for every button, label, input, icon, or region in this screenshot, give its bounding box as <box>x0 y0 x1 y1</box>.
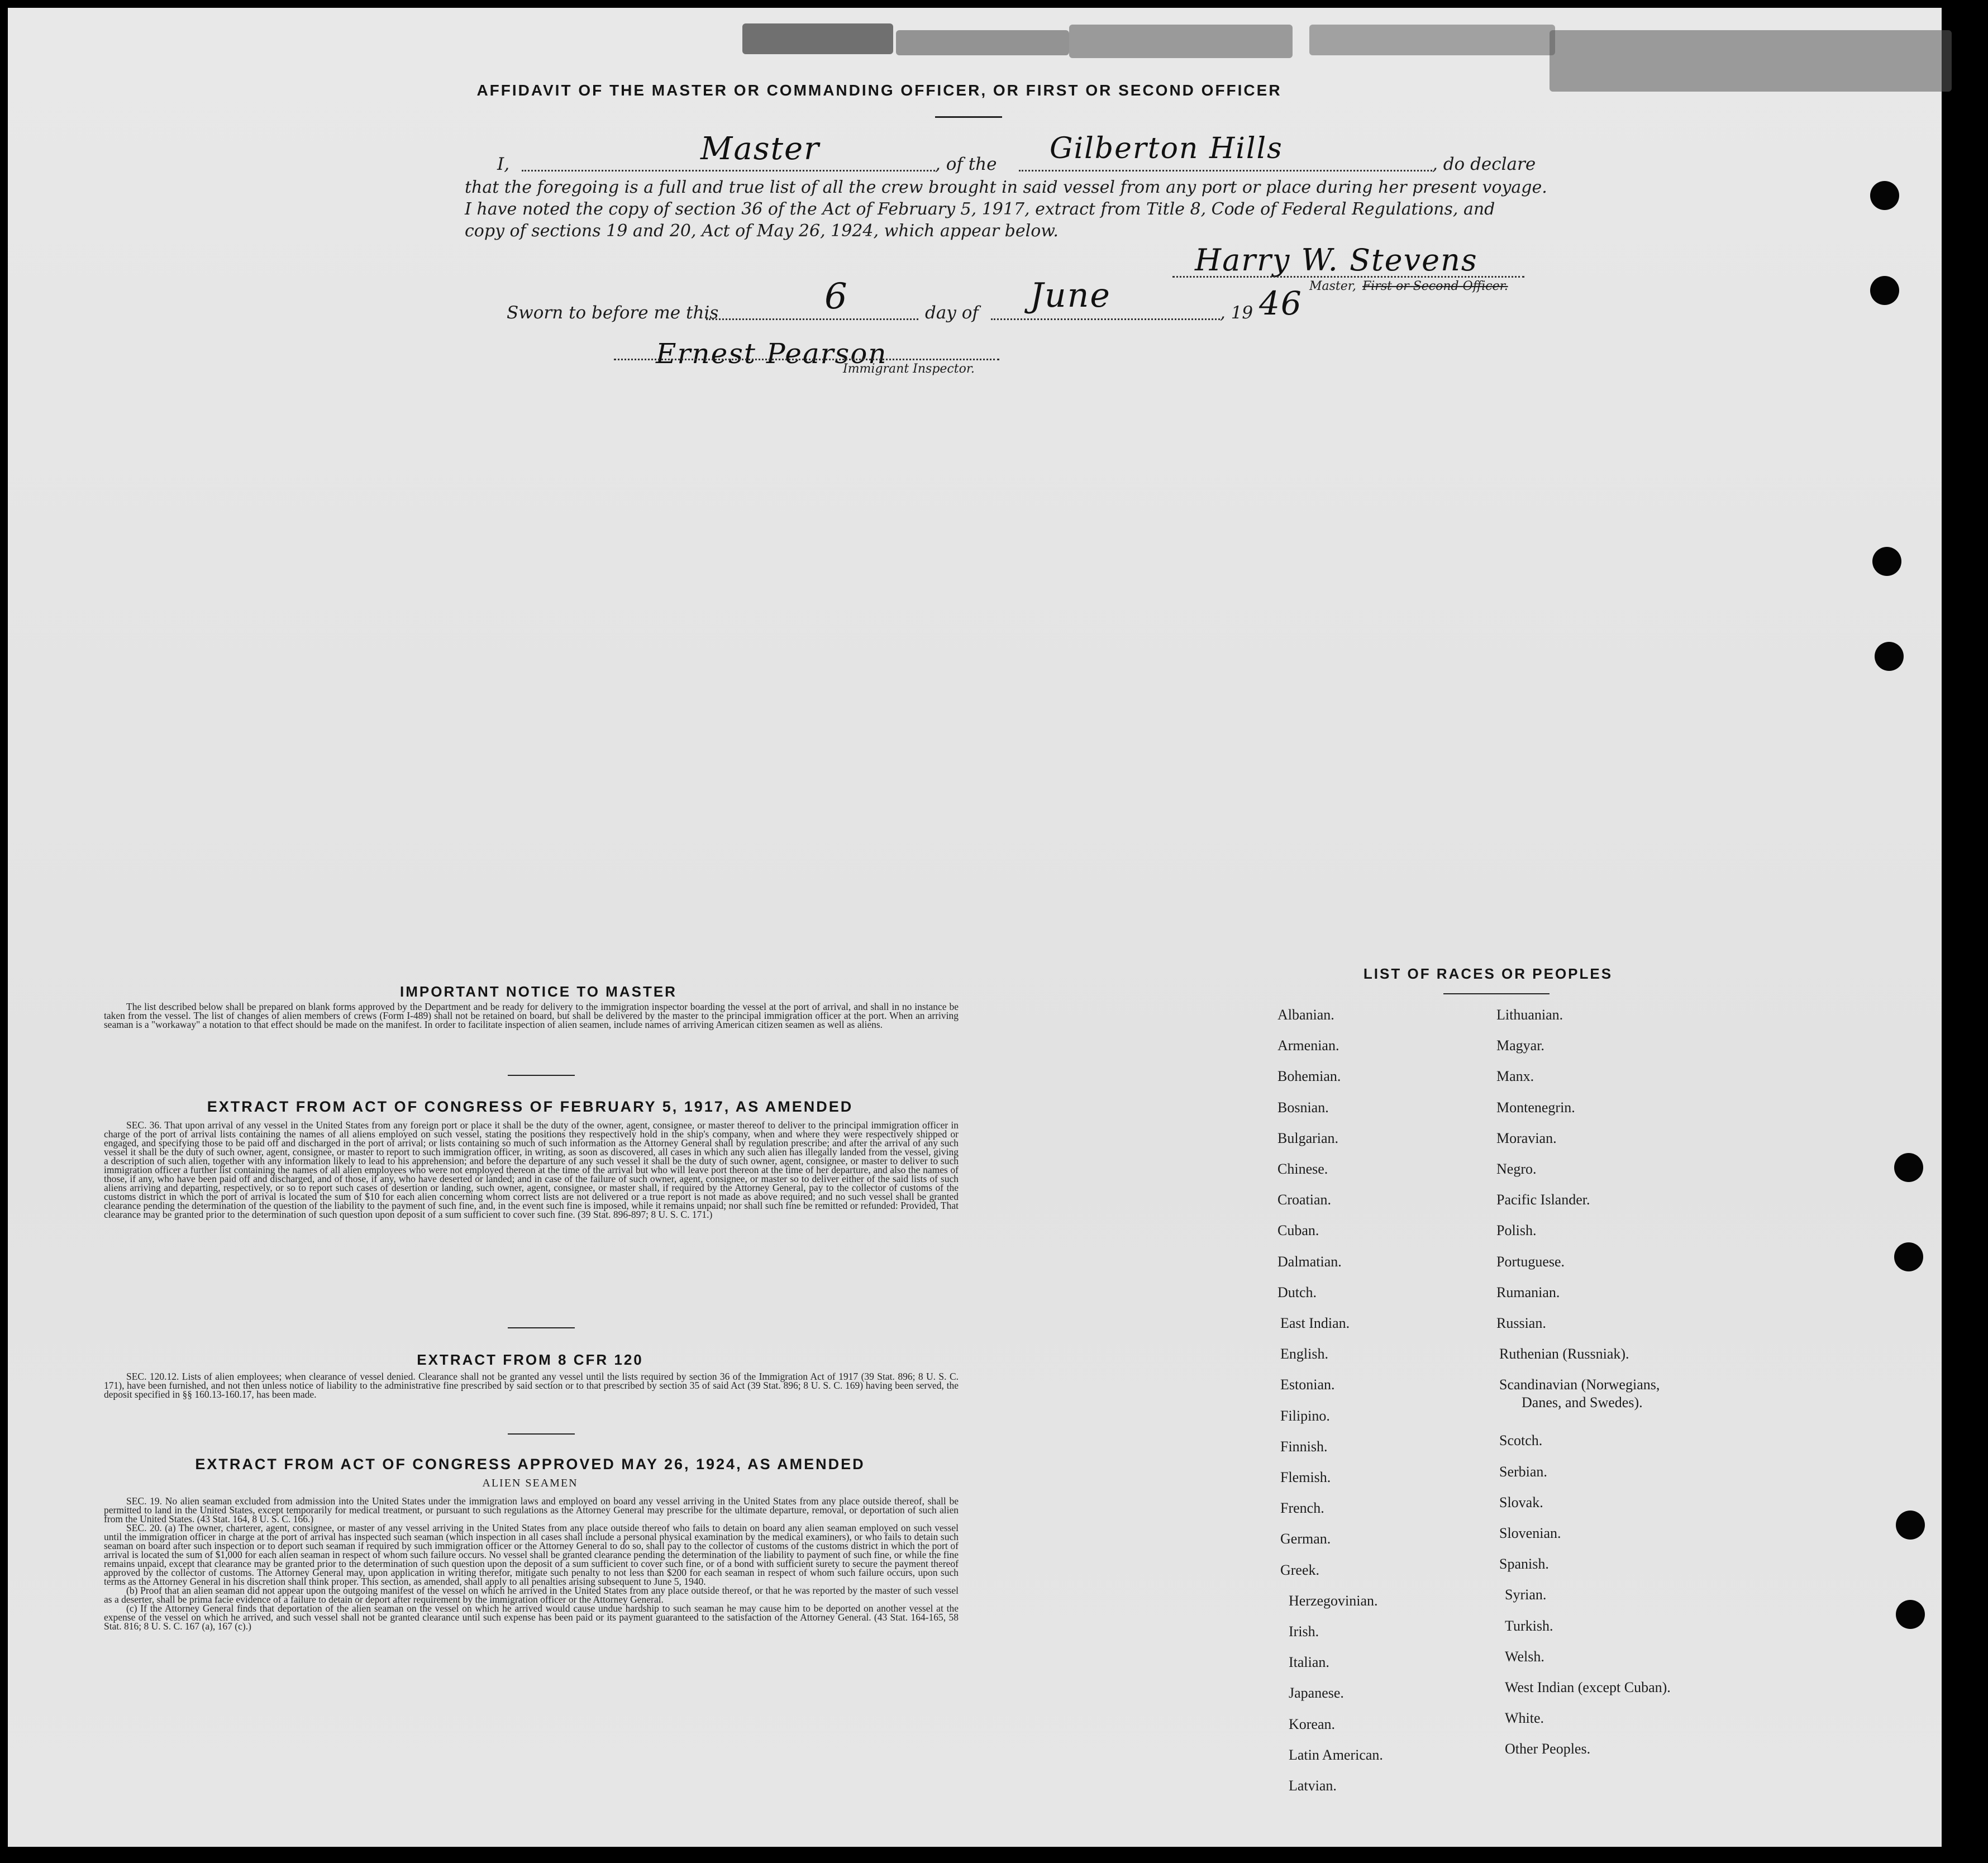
sec-20c-paragraph: (c) If the Attorney General finds that deportation of the alien seaman on the vessel on which he arrived would cause undue hardship to such seaman he may cause him to be deported on another vessel at the expense of the vessel on which he arrived, and such vessel shall not be granted clearance until such expense has been paid or its payment guaranteed to the satisfaction of the Attorney General. (43 Stat. 164-165, 58 Stat. 816; 8 U. S. C. 167 (a), 167 (c).) <box>104 1603 959 1632</box>
race-right-item: Montenegrin. <box>1496 1099 1575 1116</box>
day-field-line <box>706 318 918 320</box>
race-left-item: Irish. <box>1289 1623 1319 1640</box>
race-right-item: Spanish. <box>1499 1556 1549 1573</box>
race-left-item: Italian. <box>1289 1654 1329 1671</box>
punch-hole <box>1894 1153 1923 1182</box>
torn-tape-mark <box>1309 25 1555 55</box>
signature-line <box>1172 276 1524 278</box>
race-left-item: Herzegovinian. <box>1289 1592 1378 1609</box>
i-label: I, <box>497 154 510 174</box>
affidavit-line-2: I have noted the copy of section 36 of the Act of February 5, 1917, extract from Title 8, Code of Federal Regulations, and <box>465 199 1495 219</box>
race-left-item: Estonian. <box>1280 1376 1335 1393</box>
race-left-item: Greek. <box>1280 1561 1320 1578</box>
race-right-item: Polish. <box>1496 1222 1537 1239</box>
race-left-item: Dutch. <box>1277 1284 1317 1300</box>
race-right-item: Portuguese. <box>1496 1253 1565 1270</box>
race-right-item: Slovak. <box>1499 1494 1543 1511</box>
torn-tape-mark <box>742 23 893 54</box>
punch-hole <box>1872 547 1901 576</box>
sworn-label: Sworn to before me this <box>507 303 719 323</box>
notice-text <box>104 1002 959 1029</box>
extract-cfr-title: EXTRACT FROM 8 CFR 120 <box>417 1351 643 1368</box>
race-right-item: Slovenian. <box>1499 1525 1561 1541</box>
inspector-line <box>614 359 999 360</box>
races-title: LIST OF RACES OR PEOPLES <box>1363 965 1613 982</box>
officer-field-line <box>522 170 935 171</box>
sec-20a-paragraph: SEC. 20. (a) The owner, charterer, agent, consignee, or master of any vessel arriving in the United States from any place outside thereof who fails to detain on board any alien seaman employed on such vessel until the immigration officer in charge at the port of arrival has inspected such seaman (which inspection in all cases shall include a personal physical examination by the medical examiners), or who fails to detain such seaman on board after such inspection or to deport such seaman if required by such immigration officer or the Attorney General to do so, shall pay to the collector of customs of the customs district in which the port of arrival is located the sum of $1,000 for each alien seaman in respect of whom such failure occurs. No vessel shall be granted clearance pending the determination of the liability to payment of such fine, or while the fine remains unpaid, except that clearance may be granted prior to the determination of such question upon the deposit of a sum sufficient to cover such fine, or of a bond with sufficient surety to secure the payment thereof approved by the collector of customs. The Attorney General may, upon application in writing therefor, mitigate such penalty to not less than $200 for each seaman in respect of whom such failure occurs, upon such terms as the Attorney General in his discretion shall think proper. This section, as amended, shall apply to all penalties arising subsequent to June 5, 1940. <box>104 1522 959 1587</box>
officer-handwritten: Master <box>700 131 820 167</box>
notice-title: IMPORTANT NOTICE TO MASTER <box>400 983 677 1000</box>
race-right-item: Russian. <box>1496 1315 1546 1331</box>
torn-tape-mark <box>1069 25 1293 58</box>
extract-1924-text <box>104 1497 959 1631</box>
master-signature: Harry W. Stevens <box>1195 242 1478 278</box>
punch-hole <box>1896 1511 1925 1540</box>
race-right-item: Scandinavian (Norwegians, <box>1499 1376 1660 1393</box>
day-of-label: day of <box>925 303 979 323</box>
punch-hole <box>1896 1600 1925 1629</box>
extract-1924-title: EXTRACT FROM ACT OF CONGRESS APPROVED MAY 26, 1924, AS AMENDED <box>195 1456 865 1473</box>
race-right-item: Serbian. <box>1499 1463 1547 1480</box>
sec-19-paragraph: SEC. 19. No alien seaman excluded from admission into the United States under the immigration laws and employed on board any vessel arriving in the United States from any place outside thereof, shall be permitted to land in the United States, except temporarily for medical treatment, or pursuant to such regulations as the Attorney General may prescribe for the ultimate departure, removal, or deportation of such alien from the United States. (43 Stat. 164, 8 U. S. C. 166.) <box>104 1495 959 1524</box>
extract-cfr-text <box>104 1372 959 1399</box>
punch-hole <box>1870 181 1899 210</box>
race-right-item: Ruthenian (Russniak). <box>1499 1346 1629 1362</box>
master-label: Master, <box>1309 279 1356 293</box>
race-left-item: Albanian. <box>1277 1007 1334 1023</box>
race-left-item: Latvian. <box>1289 1778 1337 1794</box>
race-right-item: Manx. <box>1496 1068 1534 1085</box>
race-right-item: Lithuanian. <box>1496 1007 1563 1023</box>
extract-1924-subtitle: ALIEN SEAMEN <box>482 1477 578 1489</box>
race-right-item: Rumanian. <box>1496 1284 1560 1300</box>
vessel-field-line <box>1019 170 1432 171</box>
document-page <box>8 8 1942 1847</box>
do-declare-label: , do declare <box>1432 154 1536 174</box>
race-right-item: Danes, and Swedes). <box>1522 1394 1643 1411</box>
race-left-item: Japanese. <box>1289 1685 1344 1702</box>
inspector-signature: Ernest Pearson <box>656 337 888 370</box>
punch-hole <box>1875 642 1904 671</box>
inspector-label: Immigrant Inspector. <box>843 362 975 376</box>
race-right-item: West Indian (except Cuban). <box>1505 1679 1671 1695</box>
day-handwritten: 6 <box>824 276 848 317</box>
race-right-item: Negro. <box>1496 1161 1537 1177</box>
torn-tape-mark <box>896 30 1069 55</box>
race-right-item: Syrian. <box>1505 1586 1547 1603</box>
race-right-item: Turkish. <box>1505 1617 1553 1634</box>
race-left-item: German. <box>1280 1531 1331 1547</box>
race-right-item: White. <box>1505 1710 1544 1727</box>
race-left-item: Croatian. <box>1277 1192 1332 1208</box>
of-the-label: , of the <box>935 154 997 174</box>
race-left-item: Bulgarian. <box>1277 1130 1339 1146</box>
race-right-item: Scotch. <box>1499 1432 1543 1449</box>
punch-hole <box>1870 276 1899 305</box>
race-left-item: Latin American. <box>1289 1746 1383 1763</box>
year-handwritten: 46 <box>1259 284 1303 322</box>
struck-officer-label: First or Second Officer. <box>1362 279 1508 293</box>
section-divider <box>508 1075 575 1076</box>
race-left-item: Finnish. <box>1280 1438 1328 1455</box>
race-right-item: Pacific Islander. <box>1496 1192 1590 1208</box>
race-left-item: East Indian. <box>1280 1315 1350 1331</box>
race-right-item: Moravian. <box>1496 1130 1557 1146</box>
race-left-item: Dalmatian. <box>1277 1253 1342 1270</box>
title-divider <box>935 116 1002 118</box>
race-left-item: Bohemian. <box>1277 1068 1341 1085</box>
notice-paragraph: The list described below shall be prepared on blank forms approved by the Department and be ready for delivery to the immigration inspector boarding the vessel at the port of arrival, and shall in no instance be taken from the vessel. The list of changes of alien members of crews (Form I-489) shall not be retained on board, but shall be delivered by the master to the principal immigration officer at the port. When an arriving seaman is a "workaway" a notation to that effect should be made on the manifest. In order to facilitate inspection of alien seamen, include names of arriving American citizen seamen as well as aliens. <box>104 1001 959 1030</box>
extract-1917-text <box>104 1121 959 1219</box>
punch-hole <box>1894 1242 1923 1271</box>
month-field-line <box>991 318 1220 320</box>
race-left-item: Korean. <box>1289 1716 1336 1732</box>
month-handwritten: June <box>1030 276 1111 315</box>
races-divider <box>1443 993 1550 994</box>
torn-tape-mark <box>1550 30 1952 92</box>
year-prefix: , 19 <box>1220 303 1253 323</box>
extract-1917-paragraph: SEC. 36. That upon arrival of any vessel in the United States from any foreign port or place it shall be the duty of the owner, agent, consignee, or master thereof to deliver to the principal immigration officer in charge of the port of arrival lists containing the names of all aliens employed on such vessel, stating the positions they respectively hold in the ship's company, when and where they were respectively shipped or engaged, and specifying those to be paid off and discharged in the port of arrival; or lists containing so much of such information as the Attorney General shall by regulation prescribe; and after the arrival of any such vessel it shall be the duty of such owner, agent, consignee, or master to report to such immigration officer, in writing, as soon as discovered, all cases in which any such alien has illegally landed from the vessel, giving a description of such alien, together with any information likely to lead to his apprehension; and before the departure of any such vessel it shall be the duty of such owner, agent, consignee, or master to deliver to such immigration officer a further list containing the names of all alien employees who were not employed thereon at the time of the arrival but who will leave port thereon at the time of her departure, and also the names of those, if any, who have been paid off and discharged, and of those, if any, who have deserted or landed; and in case of the failure of such owner, agent, consignee, or master so to deliver either of the said lists of such aliens arriving and departing, respectively, or so to report such cases of desertion or landing, such owner, agent, consignee, or master shall, if required by the Attorney General, pay to the collector of customs of the customs district in which the port of arrival is located the sum of $10 for each alien concerning whom correct lists are not delivered or a true report is not made as above required; and no such vessel shall be granted clearance pending the determination of the question of the liability to the payment of such fine, and, in the event such fine is imposed, while it remains unpaid; nor shall such fine be remitted or refunded: Provided, That clearance may be granted prior to the determination of such question upon deposit of a sum sufficient to cover such fine. (39 Stat. 896-897; 8 U. S. C. 171.) <box>104 1119 959 1220</box>
vessel-handwritten: Gilberton Hills <box>1050 132 1283 165</box>
affidavit-title: AFFIDAVIT OF THE MASTER OR COMMANDING OFFICER, OR FIRST OR SECOND OFFICER <box>476 82 1282 99</box>
race-left-item: Chinese. <box>1277 1161 1328 1177</box>
race-right-item: Welsh. <box>1505 1648 1544 1665</box>
sec-20b-paragraph: (b) Proof that an alien seaman did not appear upon the outgoing manifest of the vessel on which he arrived in the United States from any place outside thereof, or that he was reported by the master of such vessel as a deserter, shall be prima facie evidence of a failure to detain or deport after requirement by the immigration officer or the Attorney General. <box>104 1585 959 1605</box>
race-right-item: Magyar. <box>1496 1037 1544 1054</box>
extract-1917-title: EXTRACT FROM ACT OF CONGRESS OF FEBRUARY 5, 1917, AS AMENDED <box>207 1098 854 1115</box>
race-left-item: Bosnian. <box>1277 1099 1329 1116</box>
extract-cfr-paragraph: SEC. 120.12. Lists of alien employees; when clearance of vessel denied. Clearance shall not be granted any vessel until the lists required by section 36 of the Immigration Act of 1917 (39 Stat. 896; 8 U. S. C. 171), have been furnished, and not then unless notice of liability to the administrative fine prescribed by said section or to that prescribed by section 35 of said Act (39 Stat. 896; 8 U. S. C. 169) having been served, the deposit specified in §§ 160.13-160.17, has been made. <box>104 1371 959 1400</box>
race-left-item: French. <box>1280 1500 1324 1517</box>
race-right-item: Other Peoples. <box>1505 1741 1591 1757</box>
race-left-item: Flemish. <box>1280 1469 1331 1485</box>
section-divider <box>508 1433 575 1435</box>
race-left-item: Cuban. <box>1277 1222 1319 1239</box>
race-left-item: English. <box>1280 1346 1328 1362</box>
affidavit-line-3: copy of sections 19 and 20, Act of May 26, 1924, which appear below. <box>465 221 1059 241</box>
race-left-item: Filipino. <box>1280 1407 1330 1424</box>
affidavit-line-1: that the foregoing is a full and true list of all the crew brought in said vessel from any port or place during her present voyage. <box>465 178 1547 197</box>
section-divider <box>508 1327 575 1328</box>
race-left-item: Armenian. <box>1277 1037 1339 1054</box>
